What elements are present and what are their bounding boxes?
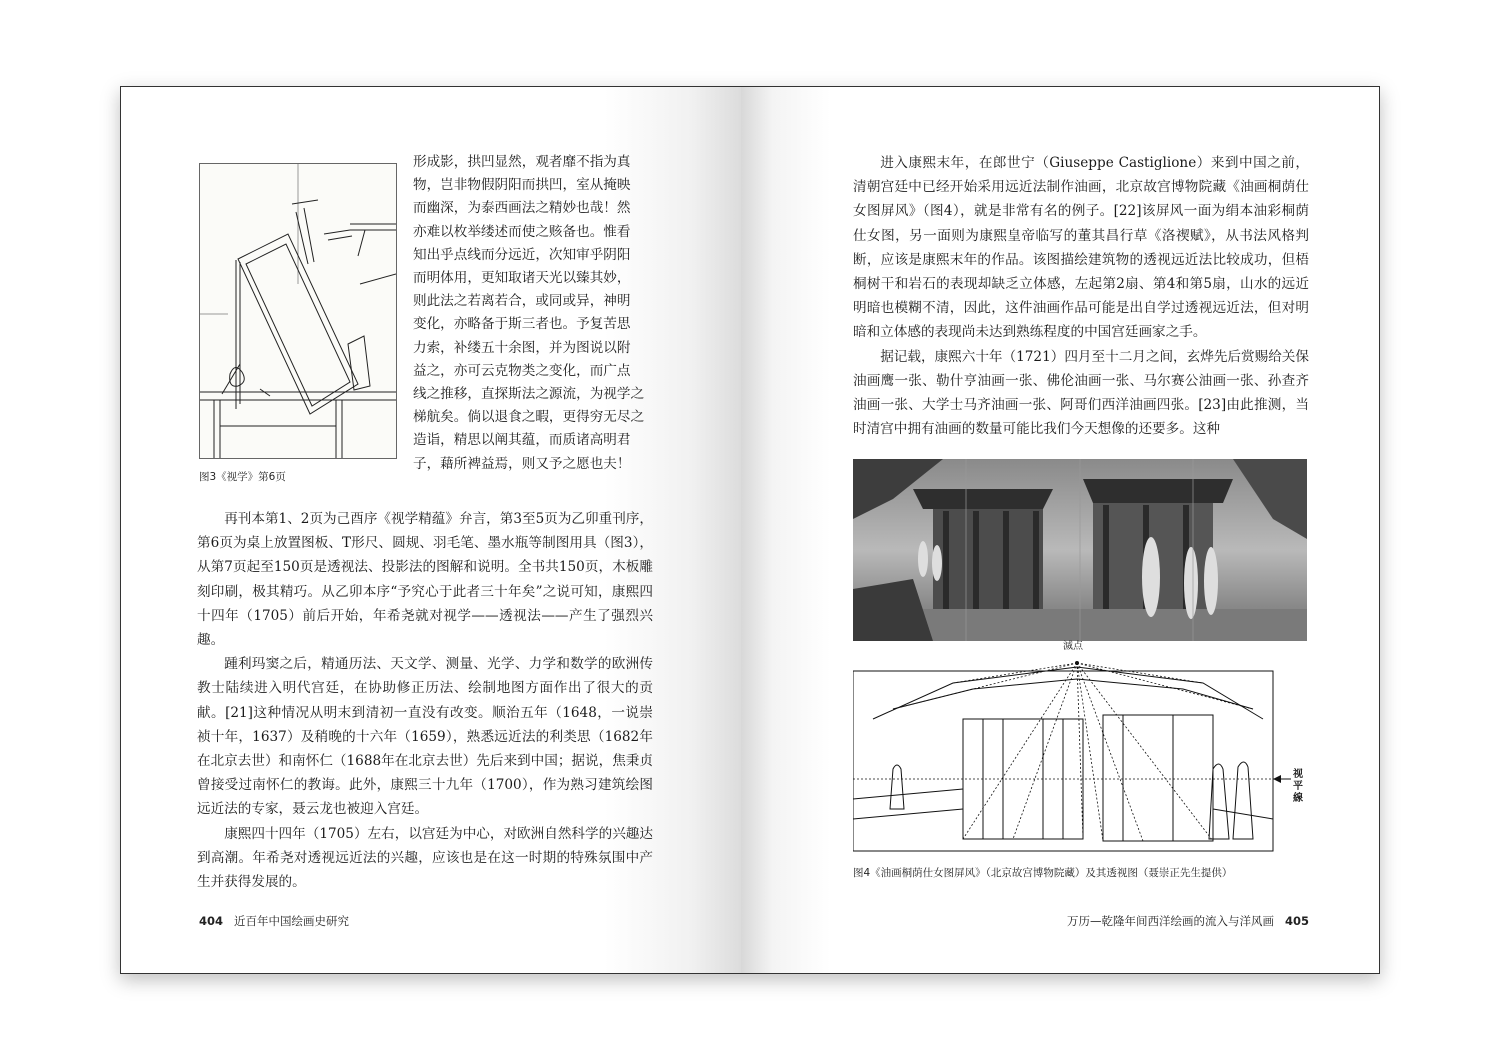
horizon-line-label: 视平線 xyxy=(1293,769,1303,804)
text-line: 知出乎点线而分远近，次知审乎阴阳 xyxy=(413,246,631,263)
text-line: 而幽深，为泰西画法之精妙也哉！然 xyxy=(413,200,631,217)
figure-4-perspective-diagram xyxy=(853,641,1307,861)
text-line: 变化，亦略备于斯三者也。予复苦思 xyxy=(413,316,631,333)
left-page xyxy=(121,87,741,973)
left-body-text xyxy=(197,507,653,894)
page-number: 404 xyxy=(199,914,224,928)
right-footer xyxy=(1067,913,1309,929)
figure-4-oil-painting-screen xyxy=(853,459,1307,641)
text-line: 造诣，精思以阐其蕴，而质诸高明君 xyxy=(413,432,631,449)
screen-painting-illustration xyxy=(853,459,1307,641)
paragraph: 踵利玛窦之后，精通历法、天文学、测量、光学、力学和数学的欧洲传教士陆续进入明代宫廷，在协助修正历法、绘制地图方面作出了很大的贡献。[21]这种情况从明末到清初一直没有改变。顺治五年（1648，一说崇祯十年，1637）及稍晚的十六年（1659），熟悉远近法的利类思（1682年在北京去世）和南怀仁（1688年在北京去世）先后来到中国；据说，焦秉贞曾接受过南怀仁的教诲。此外，康熙三十九年（1700），作为熟习建筑绘图远近法的专家，聂云龙也被迎入宫廷。 xyxy=(197,656,653,818)
book-spread xyxy=(120,86,1380,974)
text-line: 物，岂非物假阴阳而拱凹，室从掩映 xyxy=(413,177,631,194)
text-line: 梯航矣。倘以退食之暇，更得穷无尽之 xyxy=(413,409,645,426)
page-number: 405 xyxy=(1284,914,1309,928)
vanishing-point-label: 滅点 xyxy=(1063,641,1083,652)
drafting-tools-illustration xyxy=(200,164,396,458)
text-line: 则此法之若离若合，或同或异，神明 xyxy=(413,293,631,310)
figure-3-drafting-tools-woodcut xyxy=(199,163,397,459)
text-line: 子，藉所裨益焉，则又予之愿也夫！ xyxy=(413,455,631,472)
paragraph: 康熙四十四年（1705）左右，以宫廷为中心，对欧洲自然科学的兴趣达到高潮。年希尧对透视远近法的兴趣，应该也是在这一时期的特殊氛围中产生并获得发展的。 xyxy=(197,825,653,891)
text-line: 益之，亦可云克物类之变化，而广点 xyxy=(413,362,631,379)
running-title: 万历—乾隆年间西洋绘画的流入与洋风画 xyxy=(1067,914,1275,928)
figure-3-caption: 图3《视学》第6页 xyxy=(199,471,286,483)
text-line: 形成影，拱凹显然，观者靡不指为真 xyxy=(413,154,631,170)
text-line: 力索，补缕五十余图，并为图说以附 xyxy=(413,339,631,356)
figure-4-caption: 图4《油画桐荫仕女图屏风》（北京故宫博物院藏）及其透视图（聂崇正先生提供） xyxy=(853,867,1233,879)
running-title: 近百年中国绘画史研究 xyxy=(233,914,349,928)
paragraph: 据记载，康熙六十年（1721）四月至十二月之间，玄烨先后赏赐给关保油画鹰一张、勒什亨油画一张、佛伦油画一张、马尔赛公油画一张、孙查齐油画一张、大学士马齐油画一张、阿哥们西洋油画四张。[23]由此推测，当时清宫中拥有油画的数量可能比我们今天想像的还要多。这种 xyxy=(853,348,1309,438)
text-line: 亦难以枚举缕述而使之赅备也。惟看 xyxy=(413,223,631,240)
left-footer xyxy=(199,913,349,929)
right-body-text xyxy=(853,151,1309,441)
perspective-diagram-illustration xyxy=(853,649,1307,861)
text-line: 线之推移，直探斯法之源流，为视学之 xyxy=(413,386,645,403)
paragraph: 进入康熙末年，在郎世宁（Giuseppe Castiglione）来到中国之前，清朝宫廷中已经开始采用远近法制作油画，北京故宫博物院藏《油画桐荫仕女图屏风》（图4），就是非常有名的例子。[22]该屏风一面为绢本油彩桐荫仕女图，另一面则为康熙皇帝临写的董其昌行草《洛禊赋》，从书法风格判断，应该是康熙末年的作品。该图描绘建筑物的透视远近法比较成功，但梧桐树干和岩石的表现却缺乏立体感，左起第2扇、第4和第5扇，山水的远近明暗也模糊不清，因此，这件油画作品可能是出自学过透视远近法，但对明暗和立体感的表现尚未达到熟练程度的中国宫廷画家之手。 xyxy=(853,155,1309,341)
paragraph: 再刊本第1、2页为己酉序《视学精蕴》弁言，第3至5页为乙卯重刊序，第6页为桌上放置图板、T形尺、圆规、羽毛笔、墨水瓶等制图用具（图3），从第7页起至150页是透视法、投影法的图解和说明。全书共150页，木板雕刻印刷，极其精巧。从乙卯本序“予究心于此者三十年矣”之说可知，康熙四十四年（1705）前后开始，年希尧就对视学——透视法——产生了强烈兴趣。 xyxy=(197,511,653,649)
text-line: 而明体用，更知取诸天光以臻其妙， xyxy=(413,270,631,287)
right-page xyxy=(741,87,1380,973)
left-side-text xyxy=(413,151,651,476)
